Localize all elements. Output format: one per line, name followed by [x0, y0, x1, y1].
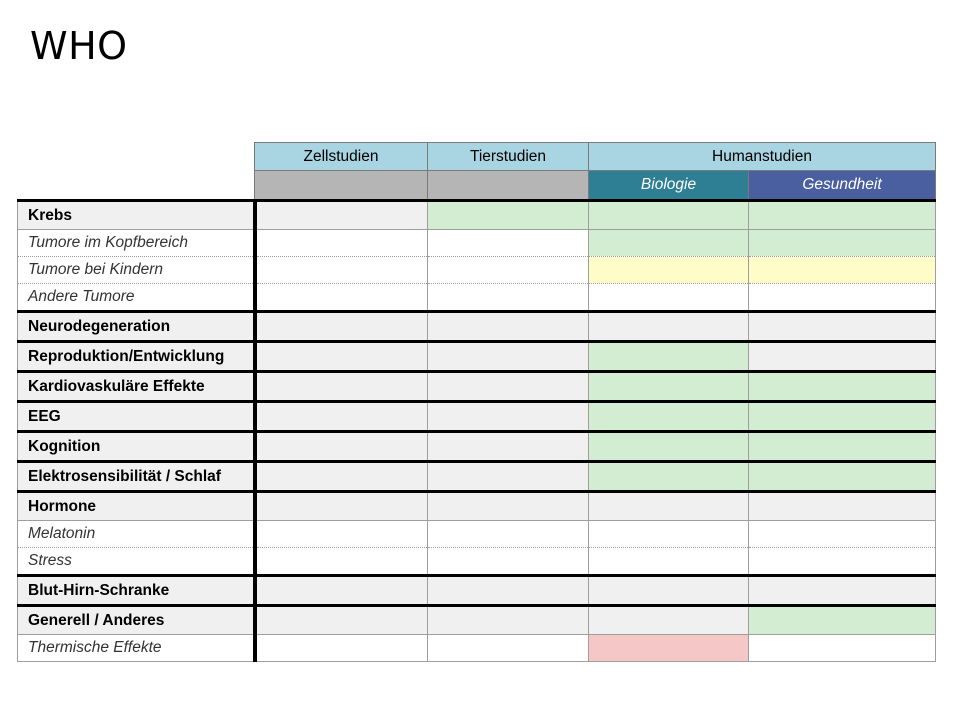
cell-zellstudien: [255, 284, 428, 312]
row-label: Kardiovaskuläre Effekte: [18, 372, 255, 402]
row-label: Melatonin: [18, 521, 255, 548]
cell-gesundheit: [749, 257, 936, 284]
row-label: Krebs: [18, 201, 255, 230]
table-body: [18, 201, 936, 662]
cell-tierstudien: [428, 462, 589, 492]
cell-biologie: [589, 284, 749, 312]
cell-gesundheit: [749, 284, 936, 312]
table-row: [18, 492, 936, 521]
cell-biologie: [589, 548, 749, 576]
cell-zellstudien: [255, 432, 428, 462]
cell-zellstudien: [255, 548, 428, 576]
row-label: EEG: [18, 402, 255, 432]
table-row: [18, 312, 936, 342]
cell-tierstudien: [428, 576, 589, 606]
cell-zellstudien: [255, 492, 428, 521]
cell-gesundheit: [749, 342, 936, 372]
cell-tierstudien: [428, 521, 589, 548]
cell-gesundheit: [749, 492, 936, 521]
cell-tierstudien: [428, 284, 589, 312]
table-row: [18, 606, 936, 635]
cell-gesundheit: [749, 402, 936, 432]
subheader-zellstudien-blank: [255, 171, 428, 201]
cell-gesundheit: [749, 230, 936, 257]
cell-biologie: [589, 432, 749, 462]
cell-tierstudien: [428, 372, 589, 402]
cell-zellstudien: [255, 521, 428, 548]
cell-gesundheit: [749, 372, 936, 402]
cell-zellstudien: [255, 462, 428, 492]
column-header-tierstudien: Tierstudien: [428, 143, 589, 171]
row-label: Tumore bei Kindern: [18, 257, 255, 284]
cell-biologie: [589, 462, 749, 492]
table-row: [18, 230, 936, 257]
cell-gesundheit: [749, 201, 936, 230]
cell-gesundheit: [749, 462, 936, 492]
cell-tierstudien: [428, 492, 589, 521]
table-row: [18, 635, 936, 662]
cell-tierstudien: [428, 606, 589, 635]
cell-tierstudien: [428, 201, 589, 230]
cell-tierstudien: [428, 312, 589, 342]
cell-tierstudien: [428, 230, 589, 257]
header-corner: [18, 143, 255, 171]
cell-biologie: [589, 201, 749, 230]
cell-gesundheit: [749, 606, 936, 635]
row-label: Generell / Anderes: [18, 606, 255, 635]
cell-biologie: [589, 342, 749, 372]
table-row: [18, 462, 936, 492]
cell-zellstudien: [255, 576, 428, 606]
cell-zellstudien: [255, 257, 428, 284]
cell-tierstudien: [428, 548, 589, 576]
cell-tierstudien: [428, 342, 589, 372]
table-row: [18, 432, 936, 462]
cell-biologie: [589, 521, 749, 548]
cell-biologie: [589, 372, 749, 402]
cell-gesundheit: [749, 576, 936, 606]
row-label: Elektrosensibilität / Schlaf: [18, 462, 255, 492]
row-label: Blut-Hirn-Schranke: [18, 576, 255, 606]
cell-zellstudien: [255, 635, 428, 662]
cell-gesundheit: [749, 521, 936, 548]
table-row: [18, 342, 936, 372]
cell-biologie: [589, 257, 749, 284]
row-label: Neurodegeneration: [18, 312, 255, 342]
cell-zellstudien: [255, 201, 428, 230]
row-label: Andere Tumore: [18, 284, 255, 312]
cell-biologie: [589, 635, 749, 662]
cell-tierstudien: [428, 257, 589, 284]
table-row: [18, 548, 936, 576]
row-label: Hormone: [18, 492, 255, 521]
table-row: [18, 372, 936, 402]
cell-biologie: [589, 230, 749, 257]
row-label: Tumore im Kopfbereich: [18, 230, 255, 257]
cell-zellstudien: [255, 402, 428, 432]
cell-gesundheit: [749, 432, 936, 462]
cell-tierstudien: [428, 402, 589, 432]
slide-title: WHO: [30, 24, 128, 68]
table-row: [18, 284, 936, 312]
row-label: Stress: [18, 548, 255, 576]
subheader-tierstudien-blank: [428, 171, 589, 201]
cell-biologie: [589, 402, 749, 432]
table-row: [18, 521, 936, 548]
table-row: [18, 201, 936, 230]
cell-tierstudien: [428, 432, 589, 462]
cell-biologie: [589, 312, 749, 342]
cell-gesundheit: [749, 312, 936, 342]
cell-biologie: [589, 492, 749, 521]
study-matrix-table: [17, 142, 936, 662]
cell-biologie: [589, 576, 749, 606]
cell-zellstudien: [255, 342, 428, 372]
subheader-gesundheit: Gesundheit: [749, 171, 936, 201]
subheader-biologie: Biologie: [589, 171, 749, 201]
cell-biologie: [589, 606, 749, 635]
column-header-humanstudien: Humanstudien: [589, 143, 936, 171]
column-header-zellstudien: Zellstudien: [255, 143, 428, 171]
row-label: Reproduktion/Entwicklung: [18, 342, 255, 372]
table-row: [18, 257, 936, 284]
cell-gesundheit: [749, 548, 936, 576]
cell-zellstudien: [255, 372, 428, 402]
cell-tierstudien: [428, 635, 589, 662]
cell-zellstudien: [255, 230, 428, 257]
table-row: [18, 402, 936, 432]
table-row: [18, 576, 936, 606]
cell-gesundheit: [749, 635, 936, 662]
row-label: Thermische Effekte: [18, 635, 255, 662]
cell-zellstudien: [255, 312, 428, 342]
header-corner-2: [18, 171, 255, 201]
cell-zellstudien: [255, 606, 428, 635]
row-label: Kognition: [18, 432, 255, 462]
